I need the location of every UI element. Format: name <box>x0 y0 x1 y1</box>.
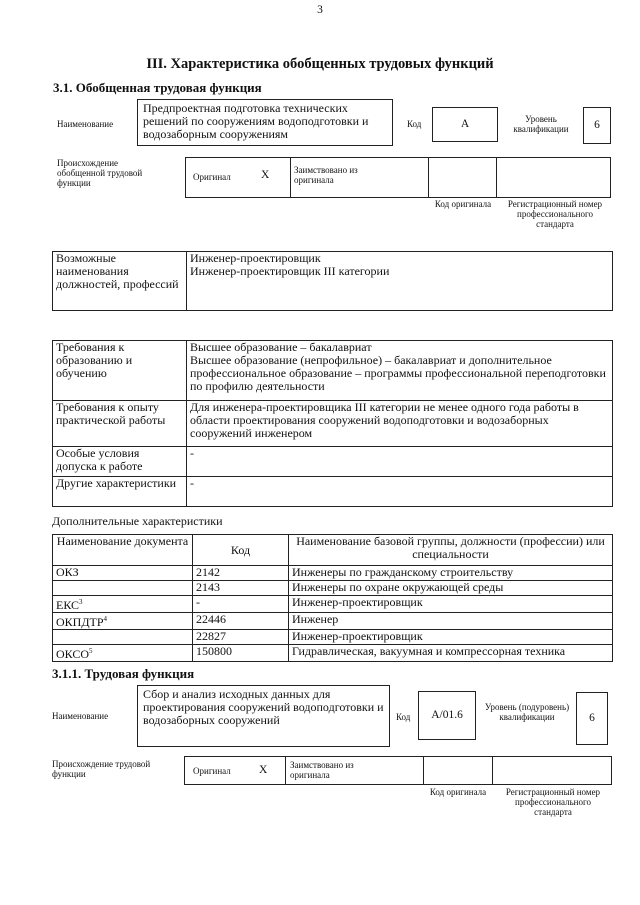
tf-heading: 3.1.1. Трудовая функция <box>52 666 195 681</box>
req-special-value: - <box>187 447 613 477</box>
additional-row-name: Инженер-проектировщик <box>289 596 613 613</box>
gtf-code-orig-label: Код оригинала <box>434 199 492 209</box>
req-education-line1: Высшее образование – бакалавриат <box>190 340 372 354</box>
tf-code-orig-label: Код оригинала <box>429 787 487 797</box>
tf-origin-row <box>184 756 612 785</box>
additional-row-name: Гидравлическая, вакуумная и компрессорная техника <box>289 645 613 662</box>
additional-row-code: - <box>193 596 289 613</box>
req-experience-value: Для инженера-проектировщика III категории не менее одного года работы в области проектирования сооружений водоподготовки и водозаборных сооружений инженером <box>187 401 613 447</box>
tf-name-value: Сбор и анализ исходных данных для проектирования сооружений водоподготовки и водозаборных сооружений <box>137 685 390 747</box>
positions-label: Возможные наименования должностей, профессий <box>53 252 187 311</box>
positions-value <box>187 252 613 311</box>
req-other-label: Другие характеристики <box>53 477 187 507</box>
req-other-value: - <box>187 477 613 507</box>
additional-table <box>52 534 613 662</box>
additional-row-name: Инженер-проектировщик <box>289 630 613 645</box>
gtf-heading: 3.1. Обобщенная трудовая функция <box>53 80 262 95</box>
additional-row-name: Инженеры по гражданскому строительству <box>289 566 613 581</box>
additional-row-code: 150800 <box>193 645 289 662</box>
req-education-value <box>187 341 613 401</box>
positions-value-line1: Инженер-проектировщик <box>190 251 321 265</box>
requirements-table <box>52 340 613 507</box>
tf-level-value: 6 <box>576 692 608 745</box>
page-number: 3 <box>317 4 323 16</box>
gtf-origin-row <box>185 157 611 198</box>
additional-row-doc: ЕКС$^3$ <box>53 596 193 613</box>
additional-row-name: Инженеры по охране окружающей среды <box>289 581 613 596</box>
gtf-origin-divider-2 <box>428 157 429 198</box>
section-title: III. Характеристика обобщенных трудовых функций <box>146 56 494 72</box>
additional-row-doc <box>53 581 193 596</box>
additional-row-name: Инженер <box>289 613 613 630</box>
gtf-origin-label: Происхождение обобщенной трудовой функции <box>57 158 143 188</box>
tf-origin-divider-3 <box>492 756 493 785</box>
additional-header-doc: Наименование документа <box>53 535 193 566</box>
req-education-label: Требования к образованию и обучению <box>53 341 187 401</box>
gtf-code-label: Код <box>407 119 422 129</box>
gtf-level-value: 6 <box>583 107 611 144</box>
tf-code-label: Код <box>396 712 411 722</box>
additional-row-doc: ОКПДТР$^4$ <box>53 613 193 630</box>
gtf-reg-num-label: Регистрационный номер профессионального стандарта <box>507 199 603 229</box>
req-experience-label: Требования к опыту практической работы <box>53 401 187 447</box>
additional-row-doc: ОКЗ <box>53 566 193 581</box>
tf-origin-divider-2 <box>423 756 424 785</box>
tf-original-label: Оригинал <box>193 766 231 776</box>
gtf-borrowed-label: Заимствовано из оригинала <box>294 165 358 185</box>
additional-row-code: 22827 <box>193 630 289 645</box>
gtf-code-value: A <box>432 107 498 142</box>
tf-original-mark: X <box>259 764 268 776</box>
additional-title: Дополнительные характеристики <box>52 514 223 528</box>
req-special-label: Особые условия допуска к работе <box>53 447 187 477</box>
additional-row-code: 22446 <box>193 613 289 630</box>
gtf-original-mark: X <box>261 169 270 181</box>
gtf-name-value: Предпроектная подготовка технических решений по сооружениям водоподготовки и водозаборным сооружениям <box>137 99 393 146</box>
tf-code-value: A/01.6 <box>418 691 476 740</box>
additional-row-doc: ОКСО$^5$ <box>53 645 193 662</box>
positions-table <box>52 251 613 311</box>
additional-row-code: 2142 <box>193 566 289 581</box>
additional-header-code: Код <box>193 535 289 566</box>
gtf-original-label: Оригинал <box>193 172 231 182</box>
gtf-origin-divider-3 <box>496 157 497 198</box>
tf-name-label: Наименование <box>52 711 109 721</box>
additional-row-doc <box>53 630 193 645</box>
req-education-line2: Высшее образование (непрофильное) – бакалавриат и дополнительное профессиональное образование – программы профессиональной переподготовки по профилю деятельности <box>190 353 606 393</box>
positions-value-line2: Инженер-проектировщик III категории <box>190 264 390 278</box>
tf-reg-num-label: Регистрационный номер профессионального стандарта <box>505 787 601 817</box>
tf-origin-label: Происхождение трудовой функции <box>52 759 151 779</box>
tf-borrowed-label: Заимствовано из оригинала <box>290 760 354 780</box>
additional-header-name: Наименование базовой группы, должности (профессии) или специальности <box>289 535 613 566</box>
gtf-level-label: Уровень квалификации <box>513 114 569 134</box>
gtf-name-label: Наименование <box>57 119 114 129</box>
tf-level-label: Уровень (подуровень) квалификации <box>484 702 570 722</box>
additional-row-code: 2143 <box>193 581 289 596</box>
tf-origin-divider-1 <box>285 756 286 785</box>
gtf-origin-divider-1 <box>290 157 291 198</box>
